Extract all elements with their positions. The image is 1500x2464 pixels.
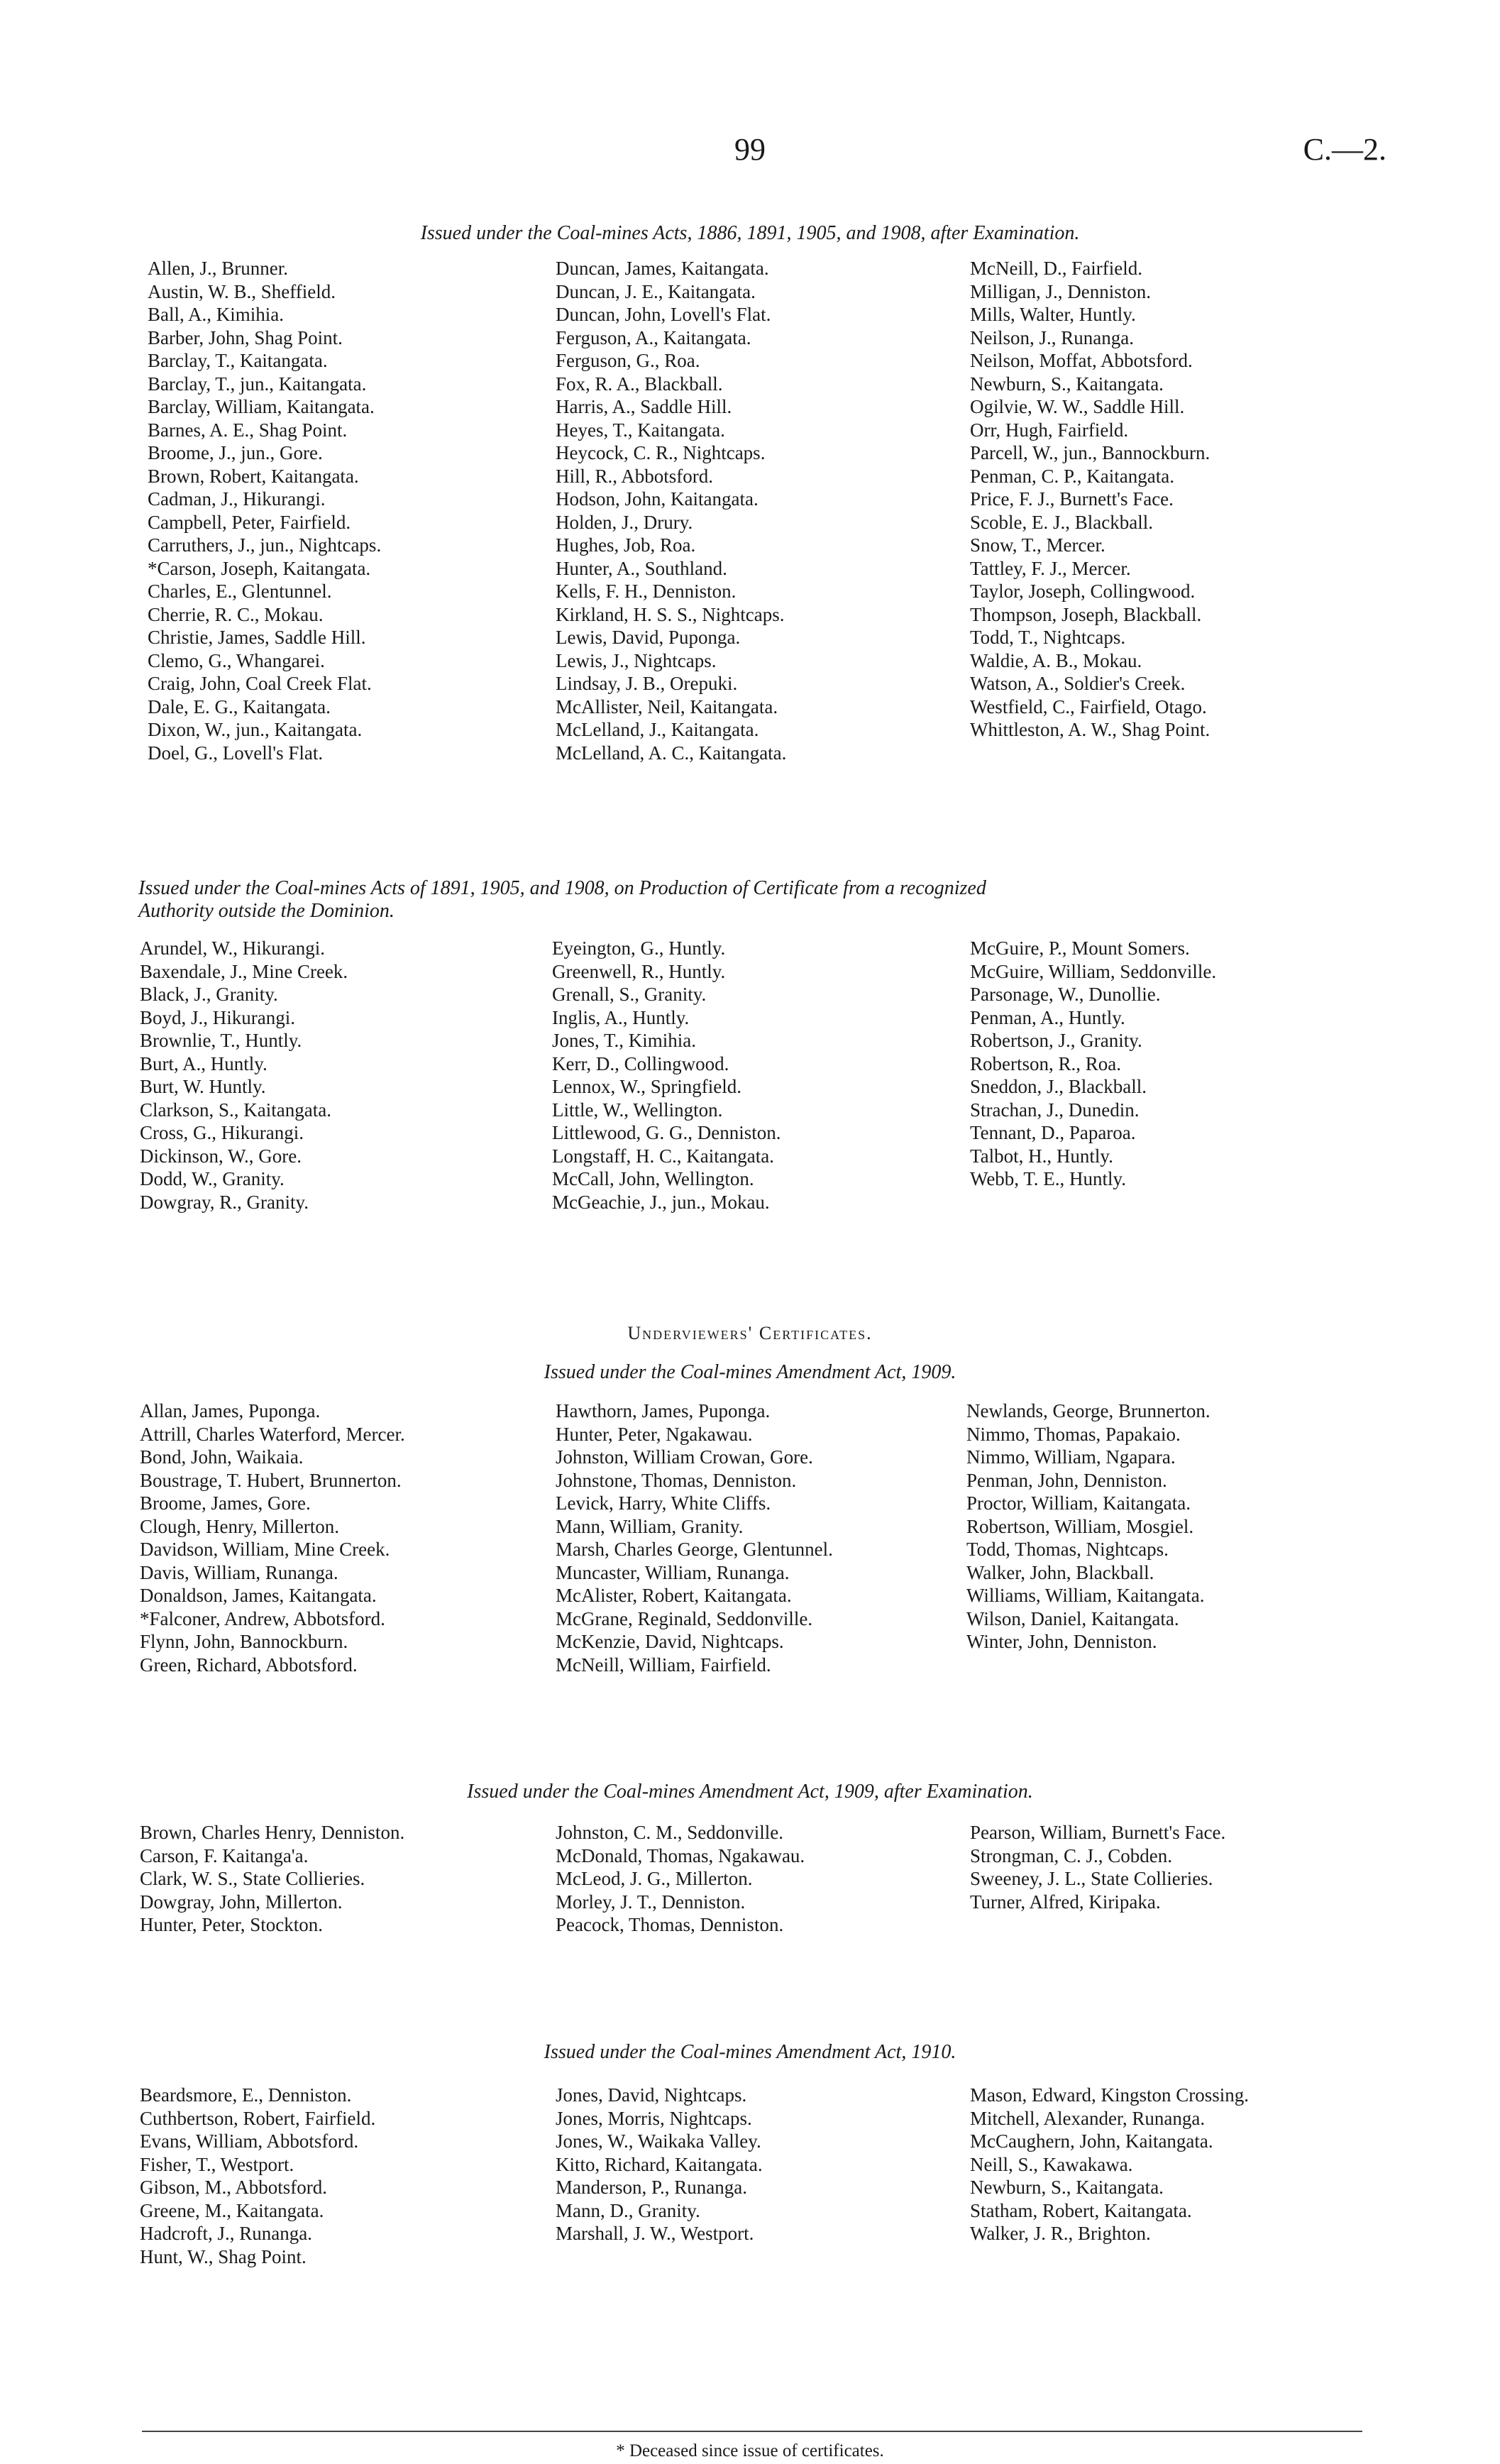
name-entry: Penman, C. P., Kaitangata.: [970, 465, 1174, 487]
name-entry: Broome, James, Gore.: [140, 1492, 311, 1514]
name-entry: Talbot, H., Huntly.: [970, 1145, 1113, 1167]
name-entry: Strongman, C. J., Cobden.: [970, 1844, 1173, 1866]
name-entry: Ball, A., Kimihia.: [148, 304, 284, 325]
name-entry: Webb, T. E., Huntly.: [970, 1168, 1127, 1189]
name-entry: McNeill, D., Fairfield.: [970, 258, 1142, 279]
name-entry: Morley, J. T., Denniston.: [556, 1891, 746, 1913]
name-entry: Cadman, J., Hikurangi.: [148, 488, 326, 510]
name-entry: Hunter, A., Southland.: [556, 557, 727, 579]
section-heading: Issued under the Coal-mines Acts, 1886, 1891, 1905, and 1908, after Examination.: [420, 222, 1080, 244]
name-entry: Broome, J., jun., Gore.: [148, 442, 323, 463]
name-column: [140, 2084, 375, 2268]
name-entry: Lewis, David, Puponga.: [556, 627, 741, 648]
name-entry: McCaughern, John, Kaitangata.: [970, 2130, 1213, 2152]
name-entry: Walker, J. R., Brighton.: [970, 2223, 1151, 2244]
name-entry: Scoble, E. J., Blackball.: [970, 511, 1153, 533]
name-entry: Allen, J., Brunner.: [148, 258, 288, 279]
name-entry: Orr, Hugh, Fairfield.: [970, 419, 1129, 441]
document-reference: C.—2.: [1303, 132, 1386, 167]
name-entry: Attrill, Charles Waterford, Mercer.: [140, 1423, 405, 1445]
name-entry: Sweeney, J. L., State Collieries.: [970, 1868, 1213, 1889]
name-entry: Mitchell, Alexander, Runanga.: [970, 2107, 1206, 2129]
name-column: [970, 1821, 1225, 1913]
section-heading: [138, 877, 1387, 923]
name-entry: Heyes, T., Kaitangata.: [556, 419, 725, 441]
name-entry: Milligan, J., Denniston.: [970, 280, 1151, 302]
name-entry: McDonald, Thomas, Ngakawau.: [556, 1844, 805, 1866]
name-entry: McGrane, Reginald, Seddonville.: [556, 1607, 813, 1629]
name-entry: Barclay, William, Kaitangata.: [148, 396, 375, 417]
name-column: [556, 1821, 805, 1937]
name-entry: Neilson, Moffat, Abbotsford.: [970, 350, 1193, 371]
name-entry: Lindsay, J. B., Orepuki.: [556, 673, 738, 694]
name-entry: Barnes, A. E., Shag Point.: [148, 419, 348, 441]
name-entry: Holden, J., Drury.: [556, 511, 693, 533]
name-entry: Manderson, P., Runanga.: [556, 2177, 747, 2198]
name-entry: Robertson, J., Granity.: [970, 1030, 1142, 1051]
name-entry: Hadcroft, J., Runanga.: [140, 2223, 312, 2244]
name-entry: Sneddon, J., Blackball.: [970, 1076, 1147, 1097]
name-entry: Davis, William, Runanga.: [140, 1561, 338, 1583]
name-entry: Carson, F. Kaitanga'a.: [140, 1844, 309, 1866]
name-entry: Duncan, James, Kaitangata.: [556, 258, 769, 279]
name-entry: Dixon, W., jun., Kaitangata.: [148, 719, 363, 740]
section-heading: Issued under the Coal-mines Amendment Act, 1909, after Examination.: [467, 1781, 1033, 1803]
name-entry: Austin, W. B., Sheffield.: [148, 280, 336, 302]
name-entry: Hawthorn, James, Puponga.: [556, 1400, 771, 1421]
name-entry: Wilson, Daniel, Kaitangata.: [966, 1607, 1179, 1629]
name-entry: Kerr, D., Collingwood.: [552, 1052, 729, 1074]
name-entry: Ferguson, G., Roa.: [556, 350, 700, 371]
name-entry: Carruthers, J., jun., Nightcaps.: [148, 534, 382, 556]
name-entry: Newburn, S., Kaitangata.: [970, 373, 1164, 395]
name-entry: Walker, John, Blackball.: [966, 1561, 1154, 1583]
name-entry: Ferguson, A., Kaitangata.: [556, 326, 751, 348]
name-entry: Longstaff, H. C., Kaitangata.: [552, 1145, 774, 1167]
name-entry: Craig, John, Coal Creek Flat.: [148, 673, 372, 694]
name-entry: Tennant, D., Paparoa.: [970, 1122, 1136, 1143]
name-entry: Peacock, Thomas, Denniston.: [556, 1914, 784, 1935]
name-entry: Dodd, W., Granity.: [140, 1168, 285, 1189]
name-entry: Jones, Morris, Nightcaps.: [556, 2107, 752, 2129]
name-entry: Dowgray, R., Granity.: [140, 1191, 309, 1213]
name-entry: Marsh, Charles George, Glentunnel.: [556, 1539, 833, 1560]
name-entry: Mann, D., Granity.: [556, 2199, 700, 2221]
name-entry: Charles, E., Glentunnel.: [148, 581, 332, 602]
name-entry: Heycock, C. R., Nightcaps.: [556, 442, 766, 463]
name-entry: McLeod, J. G., Millerton.: [556, 1868, 753, 1889]
name-entry: Nimmo, William, Ngapara.: [966, 1446, 1176, 1468]
name-entry: Barclay, T., Kaitangata.: [148, 350, 328, 371]
name-entry: Clough, Henry, Millerton.: [140, 1515, 339, 1537]
name-entry: Arundel, W., Hikurangi.: [140, 937, 325, 959]
name-entry: Todd, Thomas, Nightcaps.: [966, 1539, 1169, 1560]
name-entry: Neill, S., Kawakawa.: [970, 2153, 1133, 2175]
name-entry: Watson, A., Soldier's Creek.: [970, 673, 1186, 694]
name-entry: McAllister, Neil, Kaitangata.: [556, 695, 778, 717]
name-entry: Grenall, S., Granity.: [552, 984, 707, 1005]
page-number: 99: [734, 132, 766, 167]
name-entry: Hill, R., Abbotsford.: [556, 465, 714, 487]
name-entry: Burt, W. Huntly.: [140, 1076, 266, 1097]
name-entry: Cuthbertson, Robert, Fairfield.: [140, 2107, 376, 2129]
name-entry: Williams, William, Kaitangata.: [966, 1585, 1205, 1606]
name-column: [140, 1821, 404, 1937]
name-entry: Tattley, F. J., Mercer.: [970, 557, 1131, 579]
name-entry: Barber, John, Shag Point.: [148, 326, 343, 348]
name-entry: Fox, R. A., Blackball.: [556, 373, 723, 395]
name-entry: Baxendale, J., Mine Creek.: [140, 960, 348, 982]
name-entry: Turner, Alfred, Kiripaka.: [970, 1891, 1161, 1913]
name-entry: Kells, F. H., Denniston.: [556, 581, 737, 602]
name-entry: Campbell, Peter, Fairfield.: [148, 511, 351, 533]
name-entry: Brownlie, T., Huntly.: [140, 1030, 302, 1051]
name-entry: *Carson, Joseph, Kaitangata.: [148, 557, 371, 579]
name-entry: Jones, David, Nightcaps.: [556, 2084, 747, 2106]
name-entry: Cherrie, R. C., Mokau.: [148, 603, 324, 625]
name-entry: Penman, A., Huntly.: [970, 1006, 1125, 1028]
name-entry: Dowgray, John, Millerton.: [140, 1891, 343, 1913]
name-entry: Inglis, A., Huntly.: [552, 1006, 690, 1028]
name-entry: Boyd, J., Hikurangi.: [140, 1006, 295, 1028]
name-entry: Lewis, J., Nightcaps.: [556, 649, 717, 671]
name-entry: Taylor, Joseph, Collingwood.: [970, 581, 1196, 602]
name-entry: Hunter, Peter, Ngakawau.: [556, 1423, 753, 1445]
name-entry: Fisher, T., Westport.: [140, 2153, 294, 2175]
name-entry: Dale, E. G., Kaitangata.: [148, 695, 331, 717]
name-entry: Hughes, Job, Roa.: [556, 534, 696, 556]
name-entry: Black, J., Granity.: [140, 984, 278, 1005]
name-entry: Mason, Edward, Kingston Crossing.: [970, 2084, 1249, 2106]
name-column: [140, 1399, 405, 1676]
name-entry: Barclay, T., jun., Kaitangata.: [148, 373, 367, 395]
name-entry: Donaldson, James, Kaitangata.: [140, 1585, 377, 1606]
name-column: [970, 257, 1210, 742]
name-entry: Penman, John, Denniston.: [966, 1469, 1167, 1491]
name-entry: McCall, John, Wellington.: [552, 1168, 754, 1189]
name-entry: Johnstone, Thomas, Denniston.: [556, 1469, 797, 1491]
name-entry: Robertson, William, Mosgiel.: [966, 1515, 1194, 1537]
name-entry: Westfield, C., Fairfield, Otago.: [970, 695, 1207, 717]
name-entry: McLelland, J., Kaitangata.: [556, 719, 759, 740]
name-entry: McGeachie, J., jun., Mokau.: [552, 1191, 770, 1213]
name-entry: Parcell, W., jun., Bannockburn.: [970, 442, 1211, 463]
name-column: [556, 2084, 763, 2245]
name-entry: Robertson, R., Roa.: [970, 1052, 1121, 1074]
name-entry: Cross, G., Hikurangi.: [140, 1122, 304, 1143]
name-entry: Muncaster, William, Runanga.: [556, 1561, 790, 1583]
name-entry: Hunt, W., Shag Point.: [140, 2245, 307, 2267]
name-entry: Thompson, Joseph, Blackball.: [970, 603, 1202, 625]
name-entry: Waldie, A. B., Mokau.: [970, 649, 1142, 671]
name-entry: Ogilvie, W. W., Saddle Hill.: [970, 396, 1185, 417]
name-entry: McNeill, William, Fairfield.: [556, 1654, 771, 1676]
name-entry: Brown, Robert, Kaitangata.: [148, 465, 359, 487]
name-entry: Davidson, William, Mine Creek.: [140, 1539, 390, 1560]
name-entry: Dickinson, W., Gore.: [140, 1145, 302, 1167]
section-heading-line: Authority outside the Dominion.: [138, 900, 395, 922]
name-entry: Levick, Harry, White Cliffs.: [556, 1492, 771, 1514]
name-entry: Duncan, John, Lovell's Flat.: [556, 304, 771, 325]
name-entry: Bond, John, Waikaia.: [140, 1446, 304, 1468]
name-entry: Gibson, M., Abbotsford.: [140, 2177, 328, 2198]
section-heading: Issued under the Coal-mines Amendment Act, 1909.: [544, 1361, 956, 1383]
name-entry: Winter, John, Denniston.: [966, 1631, 1157, 1652]
name-entry: Kitto, Richard, Kaitangata.: [556, 2153, 763, 2175]
footnote: * Deceased since issue of certificates.: [616, 2441, 884, 2460]
name-entry: Burt, A., Huntly.: [140, 1052, 268, 1074]
name-entry: Newlands, George, Brunnerton.: [966, 1400, 1211, 1421]
section-title: Underviewers' Certificates.: [627, 1323, 873, 1343]
name-entry: Clemo, G., Whangarei.: [148, 649, 325, 671]
name-entry: Allan, James, Puponga.: [140, 1400, 321, 1421]
name-entry: Littlewood, G. G., Denniston.: [552, 1122, 781, 1143]
name-entry: Beardsmore, E., Denniston.: [140, 2084, 352, 2106]
name-entry: Eyeington, G., Huntly.: [552, 937, 726, 959]
name-entry: Lennox, W., Springfield.: [552, 1076, 741, 1097]
name-entry: *Falconer, Andrew, Abbotsford.: [140, 1607, 385, 1629]
name-column: [556, 1399, 833, 1676]
name-entry: Jones, W., Waikaka Valley.: [556, 2130, 761, 2152]
name-entry: Marshall, J. W., Westport.: [556, 2223, 754, 2244]
name-entry: Whittleston, A. W., Shag Point.: [970, 719, 1211, 740]
name-entry: McAlister, Robert, Kaitangata.: [556, 1585, 792, 1606]
name-entry: Proctor, William, Kaitangata.: [966, 1492, 1191, 1514]
name-entry: Little, W., Wellington.: [552, 1099, 723, 1121]
name-entry: Evans, William, Abbotsford.: [140, 2130, 359, 2152]
name-entry: McLelland, A. C., Kaitangata.: [556, 742, 787, 764]
name-entry: Johnston, William Crowan, Gore.: [556, 1446, 813, 1468]
name-entry: Johnston, C. M., Seddonville.: [556, 1822, 784, 1843]
section-heading: Issued under the Coal-mines Amendment Act, 1910.: [544, 2041, 956, 2063]
name-entry: Greenwell, R., Huntly.: [552, 960, 726, 982]
name-entry: Flynn, John, Bannockburn.: [140, 1631, 348, 1652]
name-entry: Neilson, J., Runanga.: [970, 326, 1134, 348]
name-column: [970, 2084, 1249, 2245]
name-entry: Hunter, Peter, Stockton.: [140, 1914, 324, 1935]
name-entry: McGuire, P., Mount Somers.: [970, 937, 1190, 959]
name-column: [966, 1399, 1211, 1654]
name-entry: Pearson, William, Burnett's Face.: [970, 1822, 1226, 1843]
name-column: [552, 937, 781, 1214]
name-column: [140, 937, 348, 1214]
name-column: [148, 257, 381, 764]
name-entry: Mann, William, Granity.: [556, 1515, 744, 1537]
name-entry: Duncan, J. E., Kaitangata.: [556, 280, 756, 302]
name-entry: Todd, T., Nightcaps.: [970, 627, 1126, 648]
name-entry: Mills, Walter, Huntly.: [970, 304, 1136, 325]
name-entry: Price, F. J., Burnett's Face.: [970, 488, 1174, 510]
name-entry: Parsonage, W., Dunollie.: [970, 984, 1161, 1005]
name-entry: Clarkson, S., Kaitangata.: [140, 1099, 331, 1121]
name-entry: Greene, M., Kaitangata.: [140, 2199, 324, 2221]
name-column: [970, 937, 1216, 1191]
name-entry: Harris, A., Saddle Hill.: [556, 396, 732, 417]
name-entry: Doel, G., Lovell's Flat.: [148, 742, 324, 764]
name-entry: Boustrage, T. Hubert, Brunnerton.: [140, 1469, 402, 1491]
name-entry: Newburn, S., Kaitangata.: [970, 2177, 1164, 2198]
footnote-divider: [142, 2431, 1362, 2432]
name-entry: Statham, Robert, Kaitangata.: [970, 2199, 1192, 2221]
name-entry: Christie, James, Saddle Hill.: [148, 627, 366, 648]
name-entry: McGuire, William, Seddonville.: [970, 960, 1217, 982]
name-entry: Snow, T., Mercer.: [970, 534, 1105, 556]
name-entry: Nimmo, Thomas, Papakaio.: [966, 1423, 1181, 1445]
name-entry: Jones, T., Kimihia.: [552, 1030, 696, 1051]
section-heading-line: Issued under the Coal-mines Acts of 1891, 1905, and 1908, on Production of Certificate from a recognized: [138, 877, 986, 899]
name-entry: Hodson, John, Kaitangata.: [556, 488, 759, 510]
name-entry: Strachan, J., Dunedin.: [970, 1099, 1140, 1121]
name-entry: Clark, W. S., State Collieries.: [140, 1868, 365, 1889]
name-column: [556, 257, 786, 764]
name-entry: Kirkland, H. S. S., Nightcaps.: [556, 603, 785, 625]
name-entry: Brown, Charles Henry, Denniston.: [140, 1822, 405, 1843]
name-entry: McKenzie, David, Nightcaps.: [556, 1631, 784, 1652]
name-entry: Green, Richard, Abbotsford.: [140, 1654, 358, 1676]
